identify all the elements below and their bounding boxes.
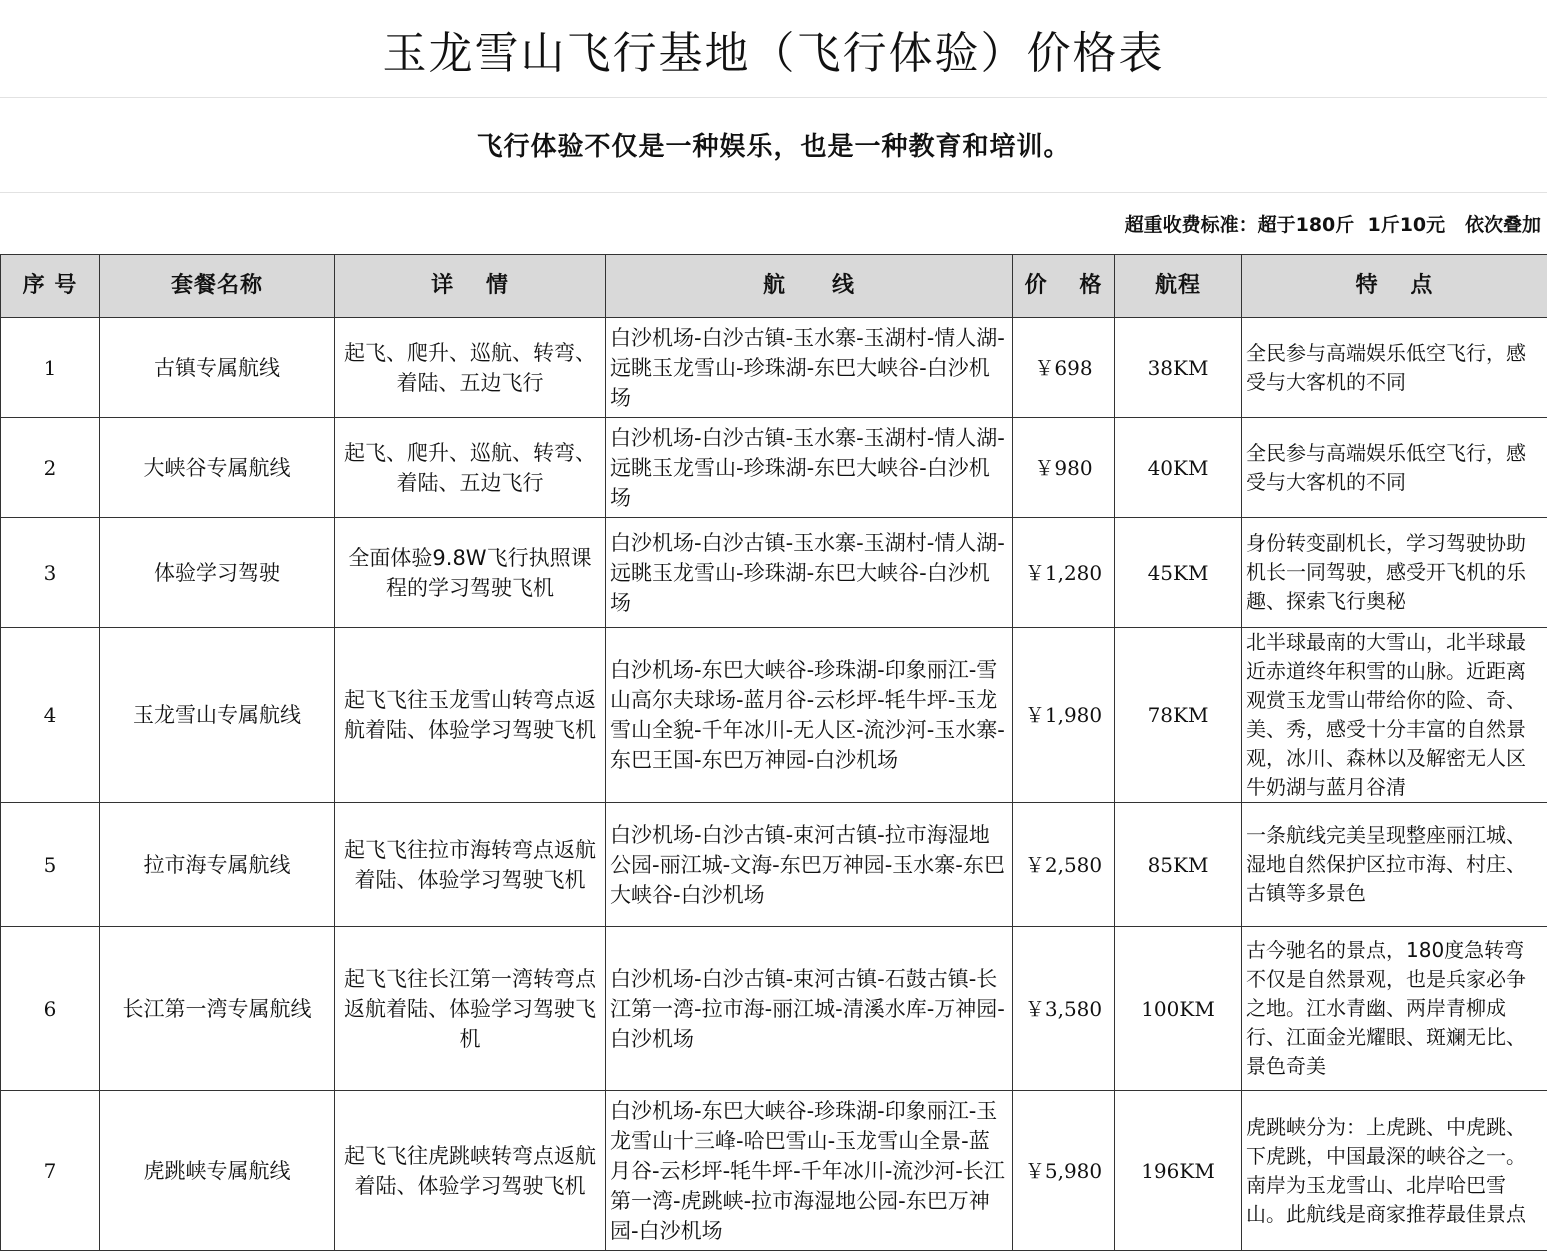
row-no: 6 [1,927,100,1091]
row-distance: 85KM [1115,803,1242,927]
row-distance: 40KM [1115,418,1242,518]
row-no: 3 [1,518,100,628]
row-feature: 身份转变副机长，学习驾驶协助机长一同驾驶，感受开飞机的乐趣、探索飞行奥秘 [1242,518,1547,628]
row-feature: 古今驰名的景点，180度急转弯不仅是自然景观，也是兵家必争之地。江水青幽、两岸青柳成行、江面金光耀眼、斑斓无比、景色奇美 [1242,927,1547,1091]
header-distance: 航程 [1115,255,1242,318]
row-detail: 起飞飞往长江第一湾转弯点返航着陆、体验学习驾驶飞机 [335,927,606,1091]
table-row [1,628,1547,803]
price-table [0,254,1547,1251]
header-route: 航 线 [606,255,1013,318]
row-price: ￥2,580 [1013,803,1115,927]
row-detail: 起飞飞往虎跳峡转弯点返航着陆、体验学习驾驶飞机 [335,1091,606,1251]
table-row [1,1091,1547,1251]
row-feature: 全民参与高端娱乐低空飞行，感受与大客机的不同 [1242,418,1547,518]
page-title: 玉龙雪山飞行基地（飞行体验）价格表 [383,17,1165,81]
row-detail: 起飞飞往玉龙雪山转弯点返航着陆、体验学习驾驶飞机 [335,628,606,803]
row-route: 白沙机场-白沙古镇-玉水寨-玉湖村-情人湖-远眺玉龙雪山-珍珠湖-东巴大峡谷-白沙机场 [606,318,1013,418]
overweight-note: 超重收费标准：超于180斤 1斤10元 依次叠加 [1125,210,1547,237]
header-feature: 特 点 [1242,255,1547,318]
row-distance: 38KM [1115,318,1242,418]
header-no: 序 号 [1,255,100,318]
row-price: ￥3,580 [1013,927,1115,1091]
row-price: ￥1,980 [1013,628,1115,803]
row-route: 白沙机场-白沙古镇-束河古镇-拉市海湿地公园-丽江城-文海-东巴万神园-玉水寨-东巴大峡谷-白沙机场 [606,803,1013,927]
page-subtitle: 飞行体验不仅是一种娱乐，也是一种教育和培训。 [476,126,1070,163]
title-row [0,0,1547,98]
row-feature: 虎跳峡分为：上虎跳、中虎跳、下虎跳，中国最深的峡谷之一。南岸为玉龙雪山、北岸哈巴雪山。此航线是商家推荐最佳景点 [1242,1091,1547,1251]
row-distance: 45KM [1115,518,1242,628]
row-route: 白沙机场-白沙古镇-束河古镇-石鼓古镇-长江第一湾-拉市海-丽江城-清溪水库-万神园-白沙机场 [606,927,1013,1091]
note-row [0,192,1547,254]
row-distance: 100KM [1115,927,1242,1091]
table-row [1,518,1547,628]
row-route: 白沙机场-东巴大峡谷-珍珠湖-印象丽江-雪山高尔夫球场-蓝月谷-云杉坪-牦牛坪-玉龙雪山全貌-千年冰川-无人区-流沙河-玉水寨-东巴王国-东巴万神园-白沙机场 [606,628,1013,803]
table-row [1,318,1547,418]
row-price: ￥980 [1013,418,1115,518]
header-name: 套餐名称 [100,255,335,318]
row-detail: 起飞、爬升、巡航、转弯、着陆、五边飞行 [335,418,606,518]
row-price: ￥5,980 [1013,1091,1115,1251]
row-feature: 一条航线完美呈现整座丽江城、湿地自然保护区拉市海、村庄、古镇等多景色 [1242,803,1547,927]
row-no: 2 [1,418,100,518]
row-name: 大峡谷专属航线 [100,418,335,518]
row-feature: 北半球最南的大雪山，北半球最近赤道终年积雪的山脉。近距离观赏玉龙雪山带给你的险、奇、美、秀，感受十分丰富的自然景观，冰川、森林以及解密无人区牛奶湖与蓝月谷清 [1242,628,1547,803]
row-no: 5 [1,803,100,927]
table-row [1,418,1547,518]
row-detail: 起飞飞往拉市海转弯点返航着陆、体验学习驾驶飞机 [335,803,606,927]
row-detail: 全面体验9.8W飞行执照课程的学习驾驶飞机 [335,518,606,628]
row-price: ￥698 [1013,318,1115,418]
header-detail: 详 情 [335,255,606,318]
row-name: 拉市海专属航线 [100,803,335,927]
row-distance: 78KM [1115,628,1242,803]
header-price: 价 格 [1013,255,1115,318]
row-name: 古镇专属航线 [100,318,335,418]
table-row [1,927,1547,1091]
row-name: 体验学习驾驶 [100,518,335,628]
row-route: 白沙机场-白沙古镇-玉水寨-玉湖村-情人湖-远眺玉龙雪山-珍珠湖-东巴大峡谷-白沙机场 [606,518,1013,628]
row-feature: 全民参与高端娱乐低空飞行，感受与大客机的不同 [1242,318,1547,418]
row-no: 7 [1,1091,100,1251]
row-route: 白沙机场-东巴大峡谷-珍珠湖-印象丽江-玉龙雪山十三峰-哈巴雪山-玉龙雪山全景-蓝月谷-云杉坪-牦牛坪-千年冰川-流沙河-长江第一湾-虎跳峡-拉市海湿地公园-东巴万神园-白沙机场 [606,1091,1013,1251]
row-route: 白沙机场-白沙古镇-玉水寨-玉湖村-情人湖-远眺玉龙雪山-珍珠湖-东巴大峡谷-白沙机场 [606,418,1013,518]
row-price: ￥1,280 [1013,518,1115,628]
table-header-row [1,255,1547,318]
table-row [1,803,1547,927]
subtitle-row [0,97,1547,193]
row-distance: 196KM [1115,1091,1242,1251]
row-name: 玉龙雪山专属航线 [100,628,335,803]
row-detail: 起飞、爬升、巡航、转弯、着陆、五边飞行 [335,318,606,418]
row-no: 1 [1,318,100,418]
row-no: 4 [1,628,100,803]
row-name: 长江第一湾专属航线 [100,927,335,1091]
row-name: 虎跳峡专属航线 [100,1091,335,1251]
